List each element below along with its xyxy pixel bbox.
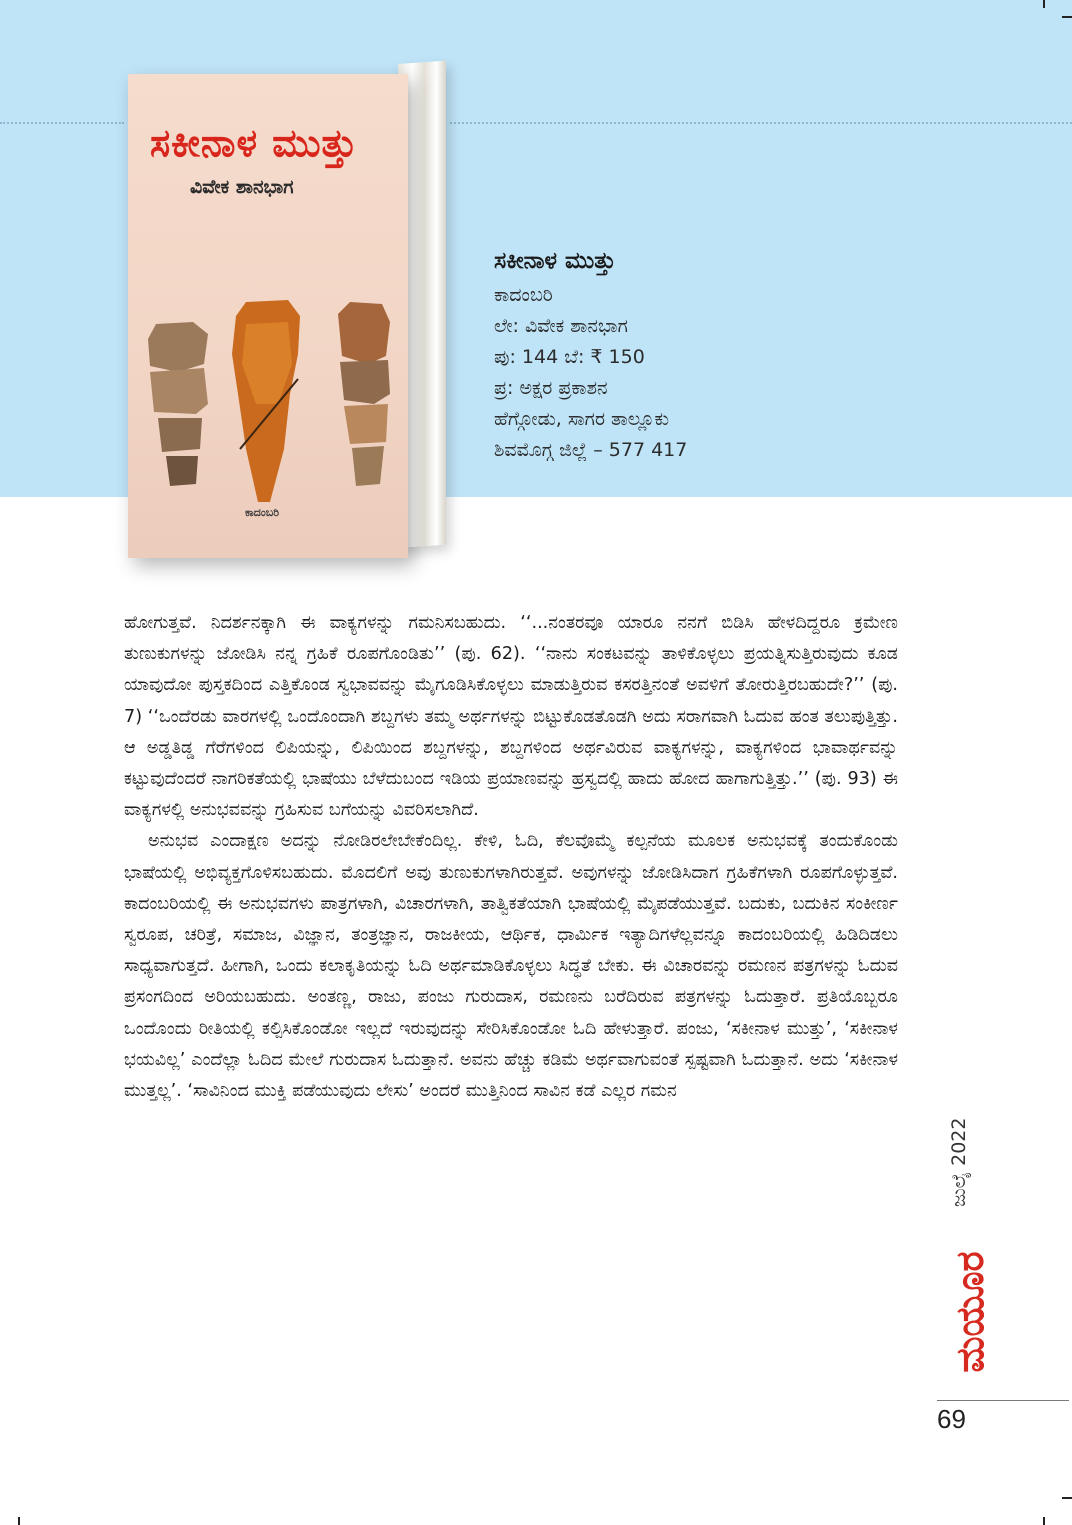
page-number: 69 <box>937 1404 966 1434</box>
crop-mark <box>1043 1517 1045 1525</box>
dotted-divider-left <box>0 122 124 124</box>
article-paragraph: ಹೋಗುತ್ತವೆ. ನಿದರ್ಶನಕ್ಕಾಗಿ ಈ ವಾಕ್ಯಗಳನ್ನು ಗಮನಿಸಬಹುದು. ‘‘...ನಂತರವೂ ಯಾರೂ ನನಗೆ ಬಿಡಿಸಿ ಹೇಳದಿದ್ದರೂ ಕ್ರಮೇಣ ತುಣುಕುಗಳನ್ನು ಜೋಡಿಸಿ ನನ್ನ ಗ್ರಹಿಕೆ ರೂಪಗೊಂಡಿತು’’ (ಪು. 62). ‘‘ನಾನು ಸಂಕಟವನ್ನು ತಾಳಿಕೊಳ್ಳಲು ಪ್ರಯತ್ನಿಸುತ್ತಿರುವುದು ಕೂಡ ಯಾವುದೋ ಪುಸ್ತಕದಿಂದ ಎತ್ತಿಕೊಂಡ ಸ್ವಭಾವವನ್ನು ಮೈಗೂಡಿಸಿಕೊಳ್ಳಲು ಮಾಡುತ್ತಿರುವ ಕಸರತ್ತಿನಂತೆ ಅವಳಿಗೆ ತೋರುತ್ತಿರಬಹುದೇ?’’ (ಪು. 7) ‘‘ಒಂದೆರಡು ವಾರಗಳಲ್ಲಿ ಒಂದೊಂದಾಗಿ ಶಬ್ದಗಳು ತಮ್ಮ ಅರ್ಥಗಳನ್ನು ಬಿಟ್ಟುಕೊಡತೊಡಗಿ ಅದು ಸರಾಗವಾಗಿ ಓದುವ ಹಂತ ತಲುಪುತ್ತಿತ್ತು. ಆ ಅಡ್ಡತಿಡ್ಡ ಗೆರೆಗಳಿಂದ ಲಿಪಿಯನ್ನು, ಲಿಪಿಯಿಂದ ಶಬ್ದಗಳನ್ನು, ಶಬ್ದಗಳಿಂದ ಅರ್ಥವಿರುವ ವಾಕ್ಯಗಳನ್ನು, ವಾಕ್ಯಗಳಿಂದ ಭಾವಾರ್ಥವನ್ನು ಕಟ್ಟುವುದೆಂದರೆ ನಾಗರಿಕತೆಯಲ್ಲಿ ಭಾಷೆಯು ಬೆಳೆದುಬಂದ ಇಡಿಯ ಪ್ರಯಾಣವನ್ನು ಹ್ರಸ್ವದಲ್ಲಿ ಹಾದು ಹೋದ ಹಾಗಾಗುತ್ತಿತ್ತು.’’ (ಪು. 93) ಈ ವಾಕ್ಯಗಳಲ್ಲಿ ಅನುಭವವನ್ನು ಗ್ರಹಿಸುವ ಬಗೆಯನ್ನು ವಿವರಿಸಲಾಗಿದೆ. <box>124 613 898 821</box>
book-genre: ಕಾದಂಬರಿ <box>494 284 553 306</box>
dotted-divider-right <box>450 122 1072 124</box>
article-body <box>124 608 898 1107</box>
torso-fragment-left <box>148 322 208 486</box>
book-genre-label: ಕಾದಂಬರಿ <box>244 506 280 519</box>
book-cover-author: ವಿವೇಕ ಶಾನಭಾಗ <box>190 176 294 198</box>
publisher-address-line-1: ಹೆಗ್ಗೋಡು, ಸಾಗರ ತಾಲ್ಲೂಕು <box>494 408 670 430</box>
book-cover <box>128 74 408 558</box>
book-details-title: ಸಕೀನಾಳ ಮುತ್ತು <box>494 248 616 274</box>
book-details <box>494 248 914 466</box>
crop-mark <box>1062 16 1072 18</box>
book-pages-price: ಪು: 144 ಬೆ: ₹ 150 <box>494 346 645 368</box>
article-paragraph: ಅನುಭವ ಎಂದಾಕ್ಷಣ ಅದನ್ನು ನೋಡಿರಲೇಬೇಕೆಂದಿಲ್ಲ. ಕೇಳಿ, ಓದಿ, ಕೆಲವೊಮ್ಮೆ ಕಲ್ಪನೆಯ ಮೂಲಕ ಅನುಭವಕ್ಕೆ ತಂದುಕೊಂಡು ಭಾಷೆಯಲ್ಲಿ ಅಭಿವ್ಯಕ್ತಗೊಳಿಸಬಹುದು. ಮೊದಲಿಗೆ ಅವು ತುಣುಕುಗಳಾಗಿರುತ್ತವೆ. ಅವುಗಳನ್ನು ಜೋಡಿಸಿದಾಗ ಗ್ರಹಿಕೆಗಳಾಗಿ ರೂಪಗೊಳ್ಳುತ್ತವೆ. ಕಾದಂಬರಿಯಲ್ಲಿ ಈ ಅನುಭವಗಳು ಪಾತ್ರಗಳಾಗಿ, ವಿಚಾರಗಳಾಗಿ, ತಾತ್ವಿಕತೆಯಾಗಿ ಭಾಷೆಯಲ್ಲಿ ಮೈಪಡೆಯುತ್ತವೆ. ಬದುಕು, ಬದುಕಿನ ಸಂಕೀರ್ಣ ಸ್ವರೂಪ, ಚರಿತ್ರೆ, ಸಮಾಜ, ವಿಜ್ಞಾನ, ತಂತ್ರಜ್ಞಾನ, ರಾಜಕೀಯ, ಆರ್ಥಿಕ, ಧಾರ್ಮಿಕ ಇತ್ಯಾದಿಗಳೆಲ್ಲವನ್ನೂ ಕಾದಂಬರಿಯಲ್ಲಿ ಹಿಡಿದಿಡಲು ಸಾಧ್ಯವಾಗುತ್ತದೆ. ಹೀಗಾಗಿ, ಒಂದು ಕಲಾಕೃತಿಯನ್ನು ಓದಿ ಅರ್ಥಮಾಡಿಕೊಳ್ಳಲು ಸಿದ್ಧತೆ ಬೇಕು. ಈ ವಿಚಾರವನ್ನು ರಮಣನ ಪತ್ರಗಳನ್ನು ಓದುವ ಪ್ರಸಂಗದಿಂದ ಅರಿಯಬಹುದು. ಅಂತಣ್ಣ, ರಾಜು, ಪಂಜು ಗುರುದಾಸ, ರಮಣನು ಬರೆದಿರುವ ಪತ್ರಗಳನ್ನು ಓದುತ್ತಾರೆ. ಪ್ರತಿಯೊಬ್ಬರೂ ಒಂದೊಂದು ರೀತಿಯಲ್ಲಿ ಕಲ್ಪಿಸಿಕೊಂಡೋ ಇಲ್ಲದೆ ಇರುವುದನ್ನು ಸೇರಿಸಿಕೊಂಡೋ ಓದಿ ಹೇಳುತ್ತಾರೆ. ಪಂಜು, ‘ಸಕೀನಾಳ ಮುತ್ತು’, ‘ಸಕೀನಾಳ ಭಯವಿಲ್ಲ’ ಎಂದೆಲ್ಲಾ ಓದಿದ ಮೇಲೆ ಗುರುದಾಸ ಓದುತ್ತಾನೆ. ಅವನು ಹೆಚ್ಚು ಕಡಿಮೆ ಅರ್ಥವಾಗುವಂತೆ ಸ್ಪಷ್ಟವಾಗಿ ಓದುತ್ತಾನೆ. ಅದು ‘ಸಕೀನಾಳ ಮುತ್ತಲ್ಲ’. ‘ಸಾವಿನಿಂದ ಮುಕ್ತಿ ಪಡೆಯುವುದು ಲೇಸು’ ಅಂದರೆ ಮುತ್ತಿನಿಂದ ಸಾವಿನ ಕಡೆ ಎಲ್ಲರ ಗಮನ <box>124 831 898 1102</box>
torso-fragment-right <box>338 302 390 486</box>
book-cover-title: ಸಕೀನಾಳ ಮುತ್ತು <box>150 120 358 165</box>
crop-mark <box>18 1517 20 1525</box>
crop-mark <box>1043 0 1045 8</box>
cover-artwork <box>138 244 398 504</box>
issue-date: ಜುಲೈ 2022 <box>948 1117 970 1207</box>
book-author: ಲೇ: ವಿವೇಕ ಶಾನಭಾಗ <box>494 315 628 337</box>
crop-mark <box>1062 1497 1072 1499</box>
torso-center <box>232 300 300 502</box>
publisher-address-line-2: ಶಿವಮೊಗ್ಗ ಜಿಲ್ಲೆ – 577 417 <box>494 439 688 461</box>
footer-rule <box>937 1400 1069 1401</box>
magazine-logo: ಮಯೂರ <box>947 1251 992 1373</box>
book-publisher: ಪ್ರ: ಅಕ್ಷರ ಪ್ರಕಾಶನ <box>494 377 608 399</box>
